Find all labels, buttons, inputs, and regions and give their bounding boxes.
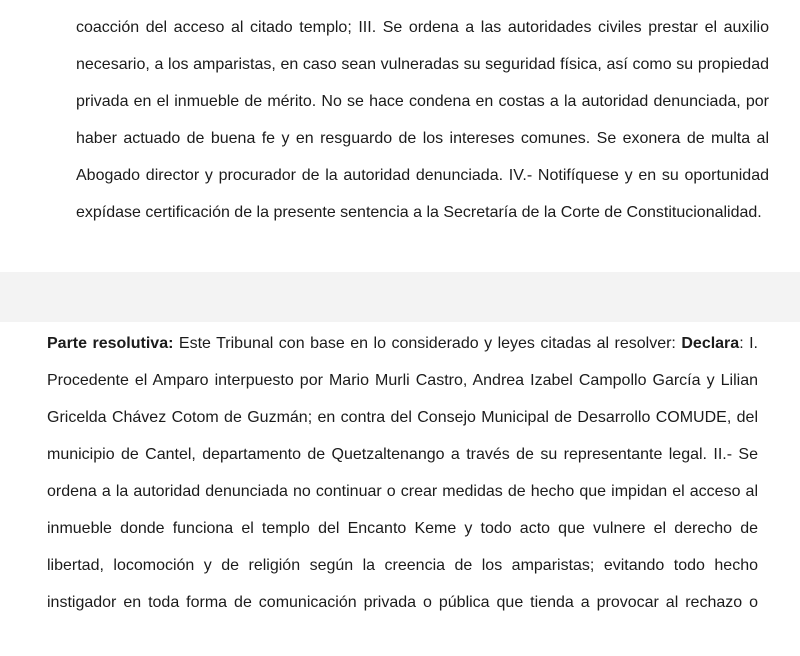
resolution-heading: Parte resolutiva: xyxy=(47,335,174,352)
paragraph-line: Abogado director y procurador de la autoridad denunciada. IV.- Notifíquese y en su oportunidad xyxy=(76,167,769,184)
paragraph-line: libertad, locomoción y de religión según la creencia de los amparistas; evitando todo hecho xyxy=(47,557,758,574)
paragraph-line: Gricelda Chávez Cotom de Guzmán; en contra del Consejo Municipal de Desarrollo COMUDE, del xyxy=(47,409,758,426)
paragraph-line: instigador en toda forma de comunicación privada o pública que tienda a provocar al rechazo o xyxy=(47,594,758,611)
paragraph-line: necesario, a los amparistas, en caso sean vulneradas su seguridad física, así como su propiedad xyxy=(76,56,769,73)
paragraph-line: coacción del acceso al citado templo; III. Se ordena a las autoridades civiles prestar el auxilio xyxy=(76,19,769,36)
paragraph-line: municipio de Cantel, departamento de Quetzaltenango a través de su representante legal. II.- Se xyxy=(47,446,758,463)
document-page-bottom xyxy=(0,322,800,656)
paragraph-line: inmueble donde funciona el templo del Encanto Keme y todo acto que vulnere el derecho de xyxy=(47,520,758,537)
resolution-intro: Este Tribunal con base en lo considerado y leyes citadas al resolver: xyxy=(173,335,682,352)
paragraph-line: ordena a la autoridad denunciada no continuar o crear medidas de hecho que impidan el acceso al xyxy=(47,483,758,500)
declara-label: Declara xyxy=(681,335,740,352)
paragraph-line: Procedente el Amparo interpuesto por Mario Murli Castro, Andrea Izabel Campollo García y Lilian xyxy=(47,372,758,389)
paragraph-line: haber actuado de buena fe y en resguardo de los intereses comunes. Se exonera de multa al xyxy=(76,130,769,147)
declara-tail: : I. xyxy=(739,335,759,352)
paragraph-line-last: expídase certificación de la presente sentencia a la Secretaría de la Corte de Constitucionalidad. xyxy=(76,204,762,221)
paragraph-line: privada en el inmueble de mérito. No se hace condena en costas a la autoridad denunciada, por xyxy=(76,93,769,110)
document-page-top xyxy=(0,0,800,272)
page-gap xyxy=(0,272,800,322)
resolution-heading-line xyxy=(47,334,758,354)
